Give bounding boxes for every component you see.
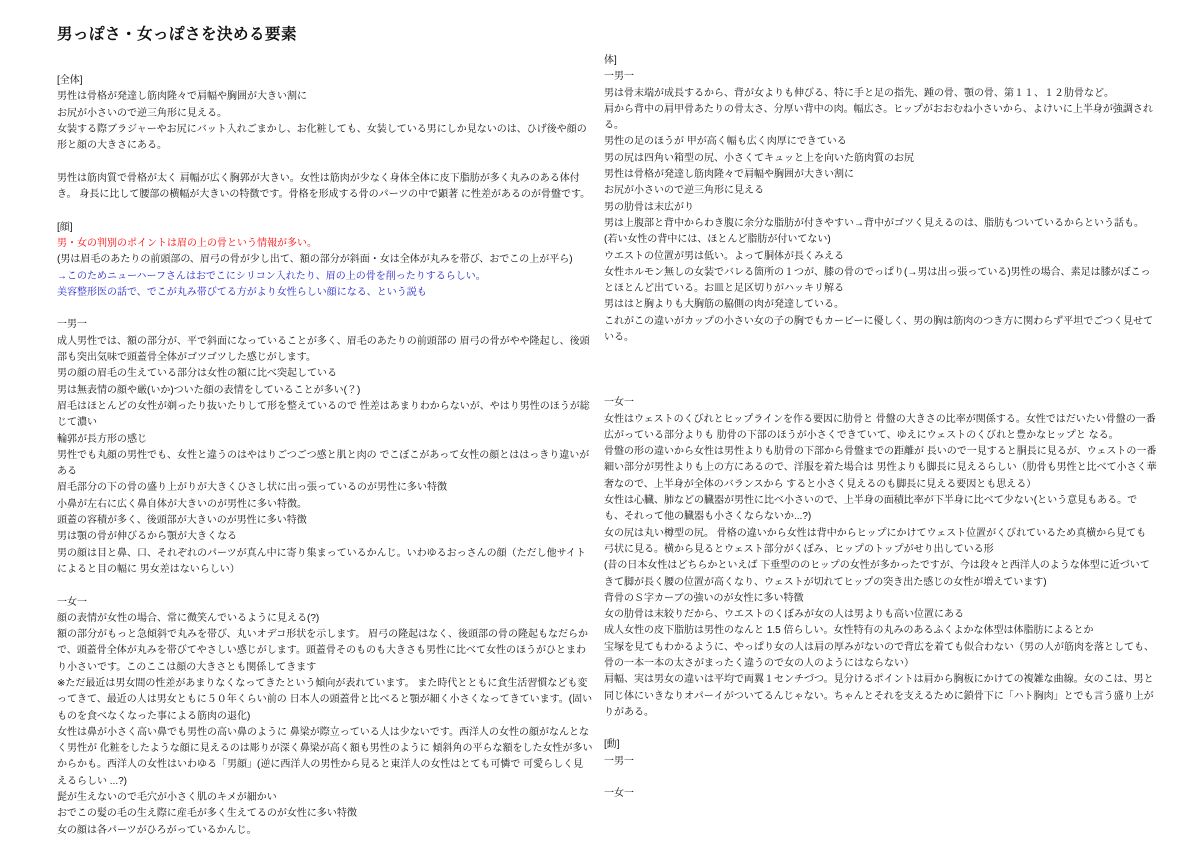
text-line: 男ははと胸よりも大胸筋の脇側の肉が発達している。	[604, 299, 844, 311]
text-line: 男性の足のほうが 甲が高く幅も広く肉厚にできている	[604, 136, 847, 148]
text-line: 成人女性の皮下脂肪は男性のなんと 1.5 倍らしい。女性特有の丸みのあるふくよかな体型は体脂肪によるとか	[604, 625, 1094, 637]
text-line: 男性でも丸顔の男性でも、女性と違うのはやはりごつごつ感と肌と肉の でこぼこがあって女性の顔とははっきり違いがある	[57, 449, 590, 478]
line-gap	[604, 721, 1157, 737]
text-line: 女性はウェストのくびれとヒップラインを作る要因に肋骨と 骨盤の大きさの比率が関係する。女性ではだいたい骨盤の一番広がっている部分よりも 肋骨の下部のほうが小さくできていて、ゆえにウェストのくびれと豊かなヒップと なる。	[604, 413, 1156, 441]
text-line: 男は骨末端が成長するから、背が女よりも伸びる、特に手と足の指先、踵の骨、顎の骨、第１１、１２肋骨など。	[604, 87, 1114, 99]
text-line: 男性は筋肉質で骨格が太く 肩幅が広く胸郭が大きい。女性は筋肉が少なく身体全体に皮下脂肪が多く丸みのある体付き。 身長に比して腰部の横幅が大きいの特徴です。骨格を形成する骨のパーツの中で顕著 に性差があるのが骨盤です。	[57, 172, 591, 201]
text-line: 小鼻が左右に広く鼻自体が大きいのが男性に多い特徴。	[57, 498, 307, 510]
text-line: 男の顔は目と鼻、口、それぞれのパーツが真ん中に寄り集まっているかんじ。いわゆるおっさんの顔（ただし他サイトによると目の幅に 男女差はないらしい）	[57, 547, 586, 575]
text-line: 宝塚を見てもわかるように、やっぱり女の人は肩の厚みがないので背広を着ても似合わない（男の人が筋肉を落としても、骨の一本一本の太さがまったく違うので女の人のようにはならない）	[604, 641, 1154, 669]
right-column	[604, 53, 1157, 803]
text-line: 肩から背中の肩甲骨あたりの骨太さ、分厚い背中の肉。幅広さ。ヒップがおおむね小さいから、よけいに上半身が強調される。	[604, 103, 1153, 132]
line-gap	[604, 363, 1157, 379]
text-line: これがこの違いがカップの小さい女の子の胸でもカービーに優しく、男の胸は筋肉のつき方に関わらず平坦でごつく見せている。	[604, 315, 1154, 344]
section-heading: [全体]	[57, 75, 83, 86]
text-line: 眉毛部分の下の骨の盛り上がりが大きくひさし状に出っ張っているのが男性に多い特徴	[57, 482, 447, 494]
text-line: 髭が生えないので毛穴が小さく肌のキメが細かい	[57, 792, 277, 804]
text-line: (昔の日本女性はどちらかといえば 下垂型ののヒップの女性が多かったですが、今は段々と西洋人のような体型に近づいてきて脚が長く腰の位置が高くなり、ウェストが切れてヒップの突き出た感じの女性が増えています)	[604, 560, 1150, 588]
text-line: 成人男性では、額の部分が、平で斜面になっていることが多く、眉毛のあたりの前頭部の 眉弓の骨がやや隆起し、後頭部も突出気味で頭蓋骨全体がゴツゴツした感じがします。	[57, 335, 590, 364]
text-line: 肩幅、実は男女の違いは平均で両翼１センチづつ。見分けるポイントは肩から胸板にかけての複雑な曲線。女のこは、男と同じ体にいきなりオパーイがついてるんじゃない。ちゃんとそれを支えるために鎖骨下に「ハト胸肉」とでも言う盛り上がりがある。	[604, 674, 1154, 718]
text-line: 女装する際ブラジャーやお尻にバット入れごまかし、お化粧しても、女装している男にしか見ないのは、ひげ後や顔の形と顔の大きさにある。	[57, 123, 587, 152]
section-heading: [顔]	[57, 221, 73, 233]
text-line: 男は顎の骨が伸びるから顎が大きくなる	[57, 531, 237, 543]
text-line: 男性は骨格が発達し筋肉隆々で肩幅や胸囲が大きい割に	[57, 91, 307, 103]
subsection-heading: 一男一	[604, 755, 634, 767]
subsection-heading: 一男一	[604, 71, 634, 83]
line-gap	[604, 379, 1157, 395]
text-line: →このためニューハーフさんはおでこにシリコン入れたり、眉の上の骨を削ったりするらしい。	[57, 270, 486, 282]
line-gap	[57, 578, 593, 594]
text-line: お尻が小さいので逆三角形に見える	[604, 185, 764, 197]
text-line: 額の部分がもっと急傾斜で丸みを帯び、丸いオデコ形状を示します。 眉弓の隆起はなく、後頭部の骨の隆起もなだらかで、頭蓋骨全体が丸みを帯びてやさしい感じがします。頭蓋骨そのものも大きさも男性に比べて女性のほうがひとまわり小さいです。このここは顔の大きさとも関係してきます	[57, 629, 588, 673]
text-line: 男の肋骨は末広がり	[604, 201, 694, 213]
text-line: 骨盤の形の違いから女性は男性よりも肋骨の下部から骨盤までの距離が 長いので一見すると胴長に見るが、ウェストの一番細い部分が男性よりも上の方にあるので、洋服を着た場合は 男性よりも脚長に見えるらしい（肋骨も男性と比べて小さく華奢なので、上半身が全体のバランスから すると小さく見えるのも脚長に見える要因とも思える）	[604, 446, 1157, 490]
text-line: 男は無表情の顔や厳(いか)ついた顔の表情をしていることが多い(？)	[57, 384, 361, 396]
line-gap	[57, 203, 593, 219]
line-gap	[57, 301, 593, 317]
line-gap	[57, 154, 593, 170]
section-heading: 体]	[604, 55, 617, 66]
text-line: 眉毛はほとんどの女性が剃ったり抜いたりして形を整えているので 性差はあまりわからないが、やはり男性のほうが総じて濃い	[57, 400, 590, 429]
text-line: お尻が小さいので逆三角形に見える。	[57, 107, 227, 119]
subsection-heading: 一女一	[604, 397, 634, 409]
text-line: 女の肋骨は末絞りだから、ウエストのくぼみが女の人は男よりも高い位置にある	[604, 609, 964, 621]
section-heading: [動]	[604, 739, 620, 751]
page-title: 男っぽさ・女っぽさを決める要素	[57, 26, 298, 43]
text-line: 背骨のＳ字カーブの強いのが女性に多い特徴	[604, 592, 804, 604]
text-line: おでこの髪の毛の生え際に産毛が多く生えてるのが女性に多い特徴	[57, 808, 357, 820]
text-line: 頭蓋の容積が多く、後頭部が大きいのが男性に多い特徴	[57, 515, 307, 527]
subsection-heading: 一女一	[604, 788, 634, 800]
text-line: 美容整形医の話で、でこが丸み帯びてる方がより女性らしい顔になる、という説も	[57, 286, 427, 298]
text-line: ウエストの位置が男は低い。よって胴体が長くみえる	[604, 250, 844, 262]
text-line: 女性は心臓、肺などの臓器が男性に比べ小さいので、上半身の面積比率が下半身に比べて少ない(という意見もある。でも、それって他の臓器も小さくならないか...?)	[604, 495, 1138, 523]
text-line: 男は上腹部と背中からわき腹に余分な脂肪が付きやすい→背中がゴツく見えるのは、脂肪もついているからという話も。(若い女性の背中には、ほとんど脂肪が付いてない)	[604, 217, 1144, 246]
text-line: 輪郭が長方形の感じ	[57, 433, 147, 445]
text-line: 男の尻は四角い箱型の尻、小さくてキュッと上を向いた筋肉質のお尻	[604, 152, 914, 164]
left-column	[57, 73, 593, 839]
text-line: 女性ホルモン無しの女装でバレる箇所の１つが、膝の骨のでっぱり(→男は出っ張っている)男性の場合、素足は膝がぼこっとほとんど出ている。お皿と足区切りがハッキリ解る	[604, 266, 1151, 295]
text-line: 女の顔は各パーツがひろがっているかんじ。	[57, 824, 257, 836]
text-line: 男性は骨格が発達し筋肉隆々で肩幅や胸囲が大きい割に	[604, 169, 854, 181]
text-line: 顔の表情が女性の場合、常に微笑んでいるように見える(?)	[57, 612, 320, 624]
text-line: (男は眉毛のあたりの前頭部の、眉弓の骨が少し出て、額の部分が斜面・女は全体が丸みを帯び、おでこの上が平ら)	[57, 254, 573, 266]
text-line: ※ただ最近は男女間の性差があまりなくなってきたという傾向が表れています。 また時代とともに食生活習慣なども変ってきて、最近の人は男女ともに５０年くらい前の 日本人の頭蓋骨と比べると顎が細く小さくなってきています。(固いものを食べなくなった事による筋肉の退化)	[57, 677, 593, 722]
line-gap	[604, 346, 1157, 362]
text-line: 女の尻は丸い樽型の尻。 骨格の違いから女性は背中からヒップにかけてウェスト位置がくびれているため真横から見ても 弓状に見る。横から見るとウェスト部分がくぼみ、ヒップのトップがせり出している形	[604, 527, 1147, 555]
text-line: 男・女の判別のポイントは眉の上の骨という情報が多い。	[57, 237, 317, 249]
subsection-heading: 一男一	[57, 319, 87, 331]
line-gap	[604, 770, 1157, 786]
subsection-heading: 一女一	[57, 596, 87, 608]
text-line: 女性は鼻が小さく高い鼻でも男性の高い鼻のように 鼻梁が際立っている人は少ないです。西洋人の女性の顔がなんとなく男性が 化粧をしたような顔に見えるのは彫りが深く鼻梁が高く額も男性のように 傾斜角の平らな額をした女性が多いからかも。西洋人の女性はいわゆる「男顔」(逆に西洋人の男性から見ると東洋人の女性はとても可憐で 可愛らしく見えるらしい ...?)	[57, 726, 593, 787]
text-line: 男の顔の眉毛の生えている部分は女性の額に比べ突起している	[57, 368, 337, 380]
